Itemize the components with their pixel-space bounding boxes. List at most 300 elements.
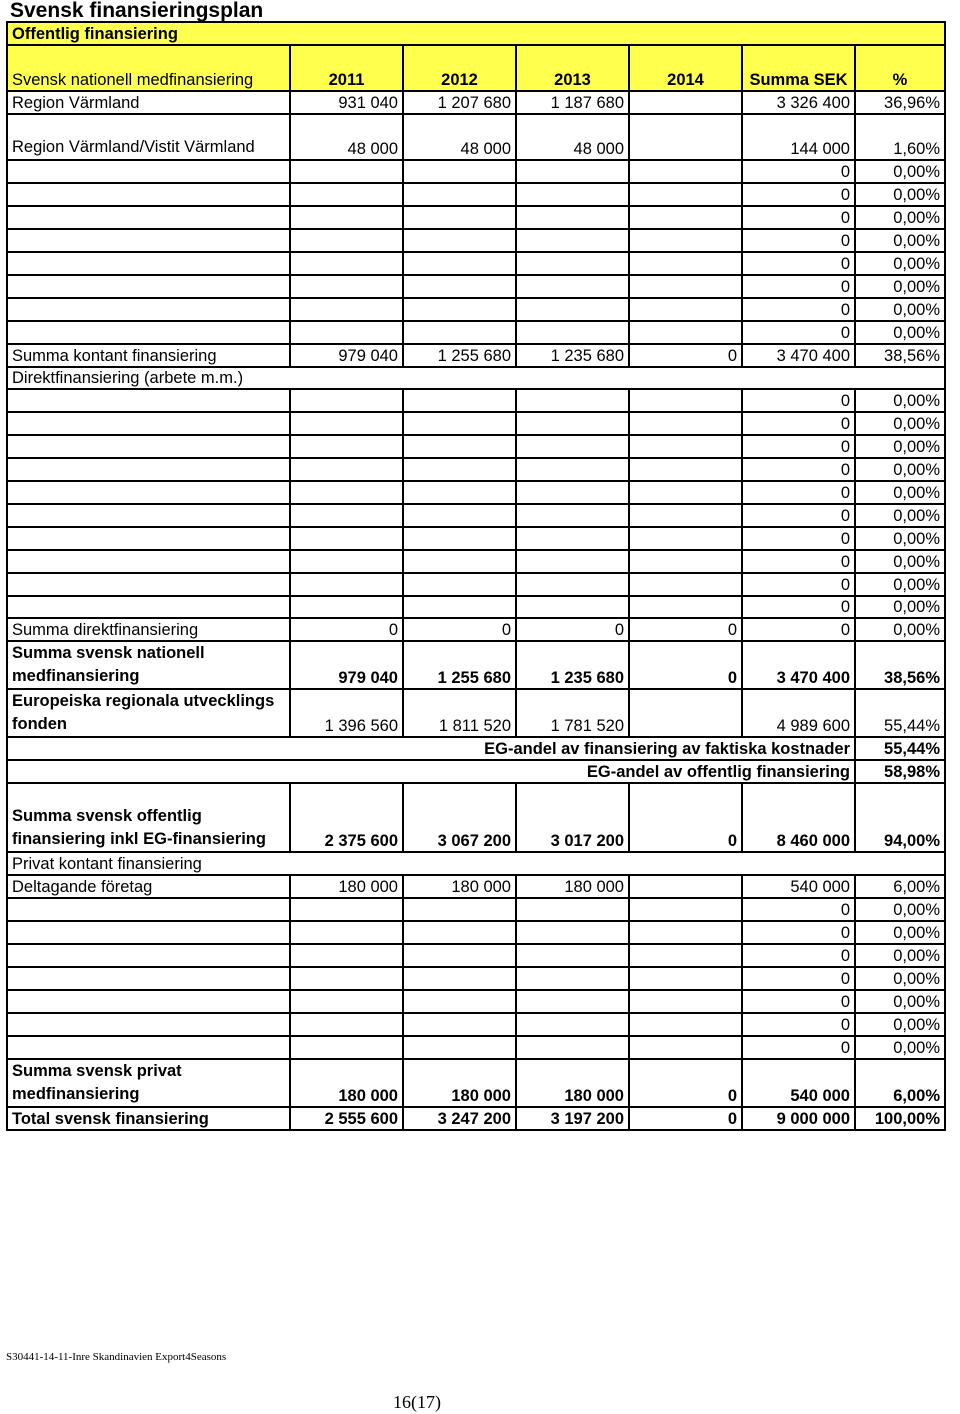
cell-summa-sek: 8 460 000: [742, 783, 855, 852]
cell-2012: [403, 298, 516, 321]
cell-summa-sek: 0: [742, 921, 855, 944]
cell-2013: [516, 504, 629, 527]
cell-summa-sek: 0: [742, 550, 855, 573]
cell-2013: 180 000: [516, 875, 629, 898]
cell-2014: [629, 389, 742, 412]
cell-percent: 0,00%: [855, 481, 945, 504]
cell-summa-sek: 3 470 400: [742, 344, 855, 367]
cell-2011: [290, 458, 403, 481]
row-label: Privat kontant finansiering: [7, 852, 945, 875]
cell-2013: [516, 435, 629, 458]
row-label: [7, 481, 290, 504]
table-row: [7, 760, 945, 783]
table-row: [7, 412, 945, 435]
table-row: [7, 481, 945, 504]
cell-percent: 0,00%: [855, 229, 945, 252]
cell-2012: [403, 458, 516, 481]
header-2014: 2014: [629, 45, 742, 91]
cell-2014: [629, 689, 742, 737]
cell-percent: 58,98%: [855, 760, 945, 783]
row-label: [7, 275, 290, 298]
cell-2011: [290, 944, 403, 967]
cell-summa-sek: 144 000: [742, 114, 855, 160]
cell-2011: [290, 229, 403, 252]
cell-percent: 6,00%: [855, 875, 945, 898]
cell-2013: [516, 275, 629, 298]
cell-summa-sek: 0: [742, 458, 855, 481]
table-row: [7, 944, 945, 967]
cell-summa-sek: 3 326 400: [742, 91, 855, 114]
row-label: [7, 252, 290, 275]
cell-2011: [290, 967, 403, 990]
cell-percent: 0,00%: [855, 298, 945, 321]
table-row: [7, 967, 945, 990]
table-row: [7, 527, 945, 550]
cell-2014: [629, 1013, 742, 1036]
cell-percent: 1,60%: [855, 114, 945, 160]
header-2013: 2013: [516, 45, 629, 91]
row-label: [7, 944, 290, 967]
table-row: [7, 1059, 945, 1107]
row-label: [7, 321, 290, 344]
table-row: [7, 504, 945, 527]
cell-2014: 0: [629, 783, 742, 852]
cell-2014: [629, 91, 742, 114]
row-label: Summa svensk privat medfinansiering: [7, 1059, 290, 1107]
cell-2014: [629, 435, 742, 458]
cell-2011: [290, 898, 403, 921]
table-row: [7, 458, 945, 481]
table-row: [7, 275, 945, 298]
cell-2012: [403, 504, 516, 527]
cell-2013: [516, 967, 629, 990]
cell-2012: [403, 275, 516, 298]
cell-percent: 0,00%: [855, 1036, 945, 1059]
cell-2012: [403, 596, 516, 618]
cell-2012: [403, 206, 516, 229]
cell-summa-sek: 0: [742, 504, 855, 527]
cell-2013: 3 017 200: [516, 783, 629, 852]
cell-2011: [290, 527, 403, 550]
table-row: [7, 921, 945, 944]
cell-2013: 1 187 680: [516, 91, 629, 114]
cell-summa-sek: 0: [742, 252, 855, 275]
cell-percent: 0,00%: [855, 944, 945, 967]
cell-2011: [290, 573, 403, 596]
cell-2013: 1 235 680: [516, 344, 629, 367]
cell-percent: 6,00%: [855, 1059, 945, 1107]
cell-2013: [516, 596, 629, 618]
table-row: [7, 596, 945, 618]
cell-2013: [516, 412, 629, 435]
table-row: [7, 183, 945, 206]
cell-2013: [516, 527, 629, 550]
row-label: [7, 160, 290, 183]
cell-2012: 0: [403, 618, 516, 641]
cell-2012: 3 247 200: [403, 1107, 516, 1130]
cell-2014: [629, 573, 742, 596]
table-row: [7, 367, 945, 389]
table-row: [7, 875, 945, 898]
row-label: Region Värmland: [7, 91, 290, 114]
cell-percent: 0,00%: [855, 435, 945, 458]
cell-summa-sek: 0: [742, 389, 855, 412]
cell-2014: [629, 275, 742, 298]
cell-2012: [403, 481, 516, 504]
row-label: Summa svensk nationell medfinansiering: [7, 641, 290, 689]
cell-2011: [290, 321, 403, 344]
cell-2013: [516, 550, 629, 573]
cell-2011: 931 040: [290, 91, 403, 114]
header-summa-sek: Summa SEK: [742, 45, 855, 91]
cell-percent: 0,00%: [855, 527, 945, 550]
cell-2013: [516, 389, 629, 412]
cell-percent: 38,56%: [855, 641, 945, 689]
table-row: [7, 389, 945, 412]
row-label: Summa direktfinansiering: [7, 618, 290, 641]
cell-summa-sek: 0: [742, 618, 855, 641]
cell-2013: [516, 1036, 629, 1059]
cell-summa-sek: 0: [742, 435, 855, 458]
header-row: [7, 45, 945, 91]
cell-percent: 0,00%: [855, 1013, 945, 1036]
cell-2014: [629, 252, 742, 275]
header-2012: 2012: [403, 45, 516, 91]
cell-percent: 0,00%: [855, 206, 945, 229]
header-2011: 2011: [290, 45, 403, 91]
cell-summa-sek: 0: [742, 967, 855, 990]
cell-percent: 94,00%: [855, 783, 945, 852]
table-row: [7, 1013, 945, 1036]
cell-summa-sek: 0: [742, 596, 855, 618]
cell-2014: [629, 990, 742, 1013]
row-label: [7, 229, 290, 252]
header-label: Svensk nationell medfinansiering: [7, 45, 290, 91]
cell-2011: [290, 183, 403, 206]
cell-2013: 180 000: [516, 1059, 629, 1107]
row-label: Deltagande företag: [7, 875, 290, 898]
cell-2011: 0: [290, 618, 403, 641]
cell-percent: 38,56%: [855, 344, 945, 367]
cell-2012: 48 000: [403, 114, 516, 160]
row-label: [7, 435, 290, 458]
row-label: [7, 412, 290, 435]
cell-percent: 0,00%: [855, 504, 945, 527]
row-label: Summa svensk offentlig finansiering inkl EG-finansiering: [7, 783, 290, 852]
cell-summa-sek: 0: [742, 183, 855, 206]
cell-summa-sek: 9 000 000: [742, 1107, 855, 1130]
cell-2011: [290, 298, 403, 321]
cell-2012: [403, 1013, 516, 1036]
cell-percent: 0,00%: [855, 596, 945, 618]
table-row: [7, 898, 945, 921]
cell-2012: 1 811 520: [403, 689, 516, 737]
row-label: [7, 550, 290, 573]
cell-2011: [290, 160, 403, 183]
cell-2013: [516, 921, 629, 944]
cell-2014: [629, 967, 742, 990]
cell-percent: 55,44%: [855, 689, 945, 737]
cell-2013: 3 197 200: [516, 1107, 629, 1130]
table-row: [7, 737, 945, 760]
cell-percent: 0,00%: [855, 898, 945, 921]
cell-2012: [403, 321, 516, 344]
cell-2011: 180 000: [290, 875, 403, 898]
table-row: [7, 1107, 945, 1130]
cell-summa-sek: 0: [742, 944, 855, 967]
cell-2012: [403, 412, 516, 435]
row-label: EG-andel av finansiering av faktiska kostnader: [7, 737, 855, 760]
cell-2011: [290, 550, 403, 573]
table-row: [7, 573, 945, 596]
cell-2011: [290, 435, 403, 458]
table-row: [7, 783, 945, 852]
cell-2011: [290, 921, 403, 944]
cell-2011: [290, 275, 403, 298]
cell-summa-sek: 0: [742, 573, 855, 596]
table-row: [7, 229, 945, 252]
cell-2013: [516, 183, 629, 206]
cell-summa-sek: 0: [742, 206, 855, 229]
cell-2013: 1 235 680: [516, 641, 629, 689]
cell-2013: [516, 160, 629, 183]
cell-percent: 0,00%: [855, 160, 945, 183]
table-row: [7, 114, 945, 160]
cell-summa-sek: 540 000: [742, 1059, 855, 1107]
table-row: [7, 618, 945, 641]
table-row: [7, 641, 945, 689]
cell-2011: [290, 252, 403, 275]
cell-2014: [629, 412, 742, 435]
cell-2013: [516, 321, 629, 344]
cell-2014: [629, 160, 742, 183]
cell-2012: [403, 573, 516, 596]
cell-2013: [516, 252, 629, 275]
cell-2013: [516, 573, 629, 596]
cell-2013: [516, 229, 629, 252]
table-row: [7, 689, 945, 737]
cell-2014: [629, 550, 742, 573]
cell-summa-sek: 0: [742, 527, 855, 550]
cell-2014: [629, 504, 742, 527]
row-label: EG-andel av offentlig finansiering: [7, 760, 855, 783]
cell-summa-sek: 4 989 600: [742, 689, 855, 737]
cell-percent: 0,00%: [855, 275, 945, 298]
cell-2012: [403, 160, 516, 183]
table-row: [7, 206, 945, 229]
page-title: Svensk finansieringsplan: [10, 0, 264, 22]
table-row: [7, 1036, 945, 1059]
cell-2012: 3 067 200: [403, 783, 516, 852]
cell-2014: 0: [629, 1107, 742, 1130]
cell-summa-sek: 0: [742, 1013, 855, 1036]
cell-2014: [629, 481, 742, 504]
page-number: 16(17): [393, 1392, 441, 1412]
financing-table: [6, 21, 946, 1131]
row-label: Direktfinansiering (arbete m.m.): [7, 367, 945, 389]
cell-2011: [290, 389, 403, 412]
row-label: [7, 1013, 290, 1036]
cell-2012: [403, 967, 516, 990]
cell-2011: 979 040: [290, 344, 403, 367]
cell-2011: 979 040: [290, 641, 403, 689]
row-label: [7, 504, 290, 527]
cell-2014: [629, 921, 742, 944]
table-row: [7, 852, 945, 875]
cell-2014: [629, 458, 742, 481]
cell-percent: 100,00%: [855, 1107, 945, 1130]
cell-2011: [290, 481, 403, 504]
cell-2014: 0: [629, 1059, 742, 1107]
row-label: Summa kontant finansiering: [7, 344, 290, 367]
table-row: [7, 91, 945, 114]
cell-2014: [629, 183, 742, 206]
cell-percent: 55,44%: [855, 737, 945, 760]
cell-percent: 0,00%: [855, 573, 945, 596]
cell-2011: 1 396 560: [290, 689, 403, 737]
cell-2014: [629, 875, 742, 898]
cell-2013: [516, 990, 629, 1013]
row-label: [7, 389, 290, 412]
table-row: [7, 435, 945, 458]
header-percent: %: [855, 45, 945, 91]
cell-percent: 0,00%: [855, 990, 945, 1013]
cell-2011: [290, 1036, 403, 1059]
row-label: [7, 1036, 290, 1059]
row-label: [7, 298, 290, 321]
cell-2013: 0: [516, 618, 629, 641]
table-row: [7, 321, 945, 344]
table-row: [7, 344, 945, 367]
section-row-public: [7, 22, 945, 45]
cell-summa-sek: 0: [742, 1036, 855, 1059]
row-label: Europeiska regionala utvecklings fonden: [7, 689, 290, 737]
row-label: Total svensk finansiering: [7, 1107, 290, 1130]
row-label: Region Värmland/Vistit Värmland: [7, 114, 290, 160]
table-row: [7, 252, 945, 275]
cell-2011: [290, 1013, 403, 1036]
row-label: [7, 921, 290, 944]
cell-2012: [403, 527, 516, 550]
cell-2012: [403, 389, 516, 412]
cell-2014: [629, 229, 742, 252]
row-label: [7, 527, 290, 550]
cell-summa-sek: 0: [742, 229, 855, 252]
section-title-public: Offentlig finansiering: [7, 22, 945, 45]
cell-2011: [290, 206, 403, 229]
cell-2013: [516, 898, 629, 921]
cell-2011: [290, 596, 403, 618]
cell-summa-sek: 0: [742, 898, 855, 921]
cell-2012: [403, 550, 516, 573]
table-row: [7, 298, 945, 321]
cell-percent: 0,00%: [855, 183, 945, 206]
cell-2014: [629, 206, 742, 229]
row-label: [7, 990, 290, 1013]
cell-2012: [403, 183, 516, 206]
cell-2013: 48 000: [516, 114, 629, 160]
cell-2012: [403, 229, 516, 252]
row-label: [7, 573, 290, 596]
cell-2014: [629, 321, 742, 344]
cell-2011: [290, 990, 403, 1013]
cell-summa-sek: 0: [742, 412, 855, 435]
row-label: [7, 898, 290, 921]
cell-summa-sek: 0: [742, 160, 855, 183]
cell-2013: [516, 206, 629, 229]
cell-percent: 0,00%: [855, 921, 945, 944]
cell-2011: [290, 504, 403, 527]
cell-2011: 2 555 600: [290, 1107, 403, 1130]
cell-2012: [403, 990, 516, 1013]
cell-2013: [516, 458, 629, 481]
cell-2014: [629, 527, 742, 550]
cell-2014: [629, 898, 742, 921]
cell-summa-sek: 3 470 400: [742, 641, 855, 689]
cell-2014: [629, 944, 742, 967]
cell-2014: [629, 114, 742, 160]
cell-percent: 0,00%: [855, 967, 945, 990]
row-label: [7, 183, 290, 206]
cell-summa-sek: 0: [742, 481, 855, 504]
cell-2012: [403, 252, 516, 275]
cell-2012: 1 255 680: [403, 641, 516, 689]
cell-2012: 1 255 680: [403, 344, 516, 367]
row-label: [7, 458, 290, 481]
cell-2012: 180 000: [403, 1059, 516, 1107]
cell-percent: 0,00%: [855, 412, 945, 435]
cell-2012: [403, 921, 516, 944]
cell-2012: [403, 435, 516, 458]
cell-percent: 0,00%: [855, 618, 945, 641]
cell-2013: [516, 481, 629, 504]
footer-reference: S30441-14-11-Inre Skandinavien Export4Seasons: [6, 1351, 227, 1363]
cell-2011: 48 000: [290, 114, 403, 160]
row-label: [7, 206, 290, 229]
cell-percent: 0,00%: [855, 389, 945, 412]
cell-2014: 0: [629, 641, 742, 689]
cell-summa-sek: 540 000: [742, 875, 855, 898]
cell-2014: [629, 298, 742, 321]
table-row: [7, 990, 945, 1013]
cell-2013: [516, 298, 629, 321]
cell-summa-sek: 0: [742, 298, 855, 321]
row-label: [7, 967, 290, 990]
cell-percent: 0,00%: [855, 458, 945, 481]
cell-2013: [516, 1013, 629, 1036]
cell-2014: [629, 1036, 742, 1059]
row-label: [7, 596, 290, 618]
table-row: [7, 550, 945, 573]
cell-2011: [290, 412, 403, 435]
table-row: [7, 160, 945, 183]
cell-2012: [403, 944, 516, 967]
cell-2014: [629, 596, 742, 618]
cell-2012: [403, 898, 516, 921]
cell-percent: 0,00%: [855, 321, 945, 344]
cell-2014: 0: [629, 344, 742, 367]
cell-2013: [516, 944, 629, 967]
cell-2012: 180 000: [403, 875, 516, 898]
cell-percent: 0,00%: [855, 550, 945, 573]
cell-2011: 2 375 600: [290, 783, 403, 852]
cell-2012: 1 207 680: [403, 91, 516, 114]
cell-2012: [403, 1036, 516, 1059]
cell-2011: 180 000: [290, 1059, 403, 1107]
cell-percent: 0,00%: [855, 252, 945, 275]
cell-summa-sek: 0: [742, 275, 855, 298]
cell-summa-sek: 0: [742, 321, 855, 344]
